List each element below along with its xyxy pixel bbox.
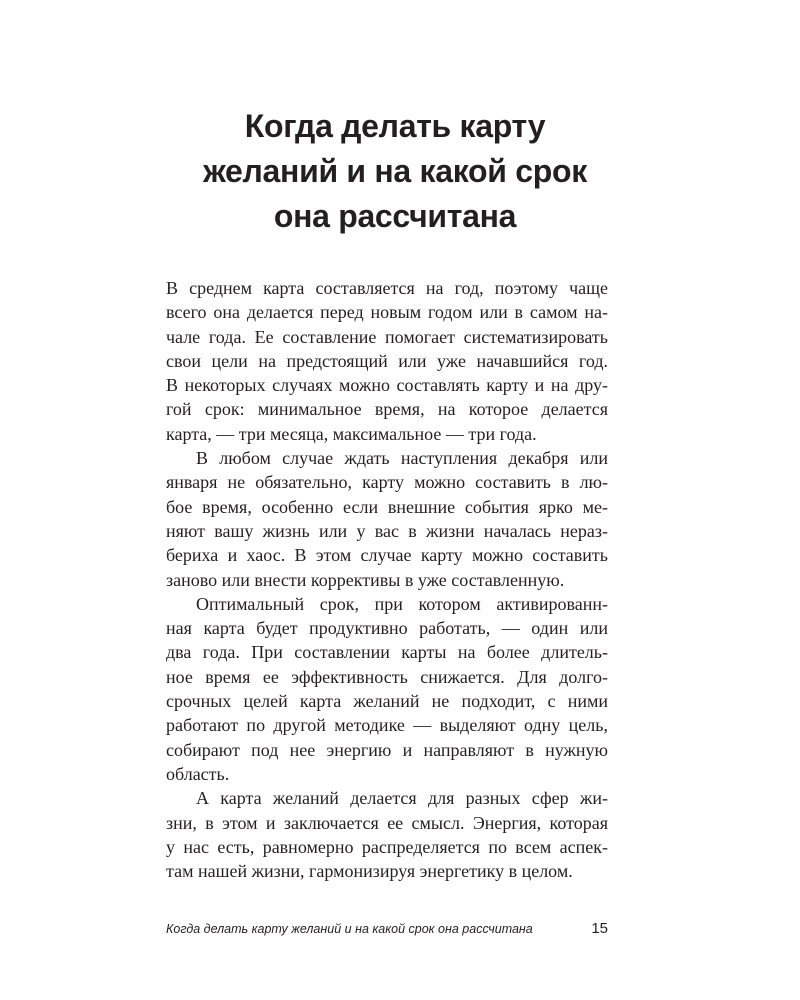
page-footer (166, 920, 608, 940)
text-line: января не обязательно, карту можно составить в лю- (166, 472, 608, 493)
paragraph (166, 446, 608, 592)
text-line: карта, — три месяца, максимальное — три года. (166, 423, 537, 444)
text-line: у нас есть, равномерно распределяется по всем аспек- (166, 836, 608, 857)
text-line: всего она делается перед новым годом или в самом на- (166, 302, 608, 323)
page-number: 15 (591, 920, 608, 937)
text-line: Оптимальный срок, при котором активированн- (196, 593, 608, 614)
chapter-title (160, 104, 630, 239)
chapter-title-line: Когда делать карту (244, 108, 546, 144)
text-line: свои цели на предстоящий или уже начавшийся год. (166, 350, 608, 371)
text-line: работают по другой методике — выделяют одну цель, (166, 715, 608, 736)
text-line: собирают под нее энергию и направляют в нужную (166, 739, 608, 760)
text-line: зни, в этом и заключается ее смысл. Энергия, которая (166, 812, 608, 833)
text-line: бое время, особенно если внешние события ярко ме- (166, 496, 608, 517)
text-line: там нашей жизни, гармонизируя энергетику в целом. (166, 861, 573, 882)
text-line: няют вашу жизнь или у вас в жизни началась нераз- (166, 520, 608, 541)
text-line: В некоторых случаях можно составлять карту и на дру- (166, 375, 608, 396)
body-text (166, 276, 608, 883)
chapter-title-line: она рассчитана (273, 198, 517, 234)
paragraph (166, 592, 608, 786)
text-line: В любом случае ждать наступления декабря или (196, 448, 608, 469)
text-line: ная карта будет продуктивно работать, — один или (166, 618, 608, 639)
text-line: гой срок: минимальное время, на которое делается (166, 399, 608, 420)
paragraph (166, 276, 608, 446)
text-line: В среднем карта составляется на год, поэтому чаще (166, 278, 608, 298)
text-line: срочных целей карта желаний не подходит, с ними (166, 691, 608, 712)
text-line: А карта желаний делается для разных сфер жи- (196, 788, 608, 809)
running-head: Когда делать карту желаний и на какой срок она рассчитана (166, 922, 533, 936)
text-line: бериха и хаос. В этом случае карту можно составить (166, 545, 608, 566)
text-line: ное время ее эффективность снижается. Для долго- (166, 666, 608, 687)
paragraph (166, 786, 608, 883)
text-line: область. (166, 763, 230, 784)
text-line: чале года. Ее составление помогает систематизировать (166, 326, 608, 347)
text-line: заново или внести коррективы в уже составленную. (166, 569, 565, 590)
text-line: два года. При составлении карты на более длитель- (166, 642, 608, 663)
chapter-title-line: желаний и на какой срок (203, 153, 587, 189)
